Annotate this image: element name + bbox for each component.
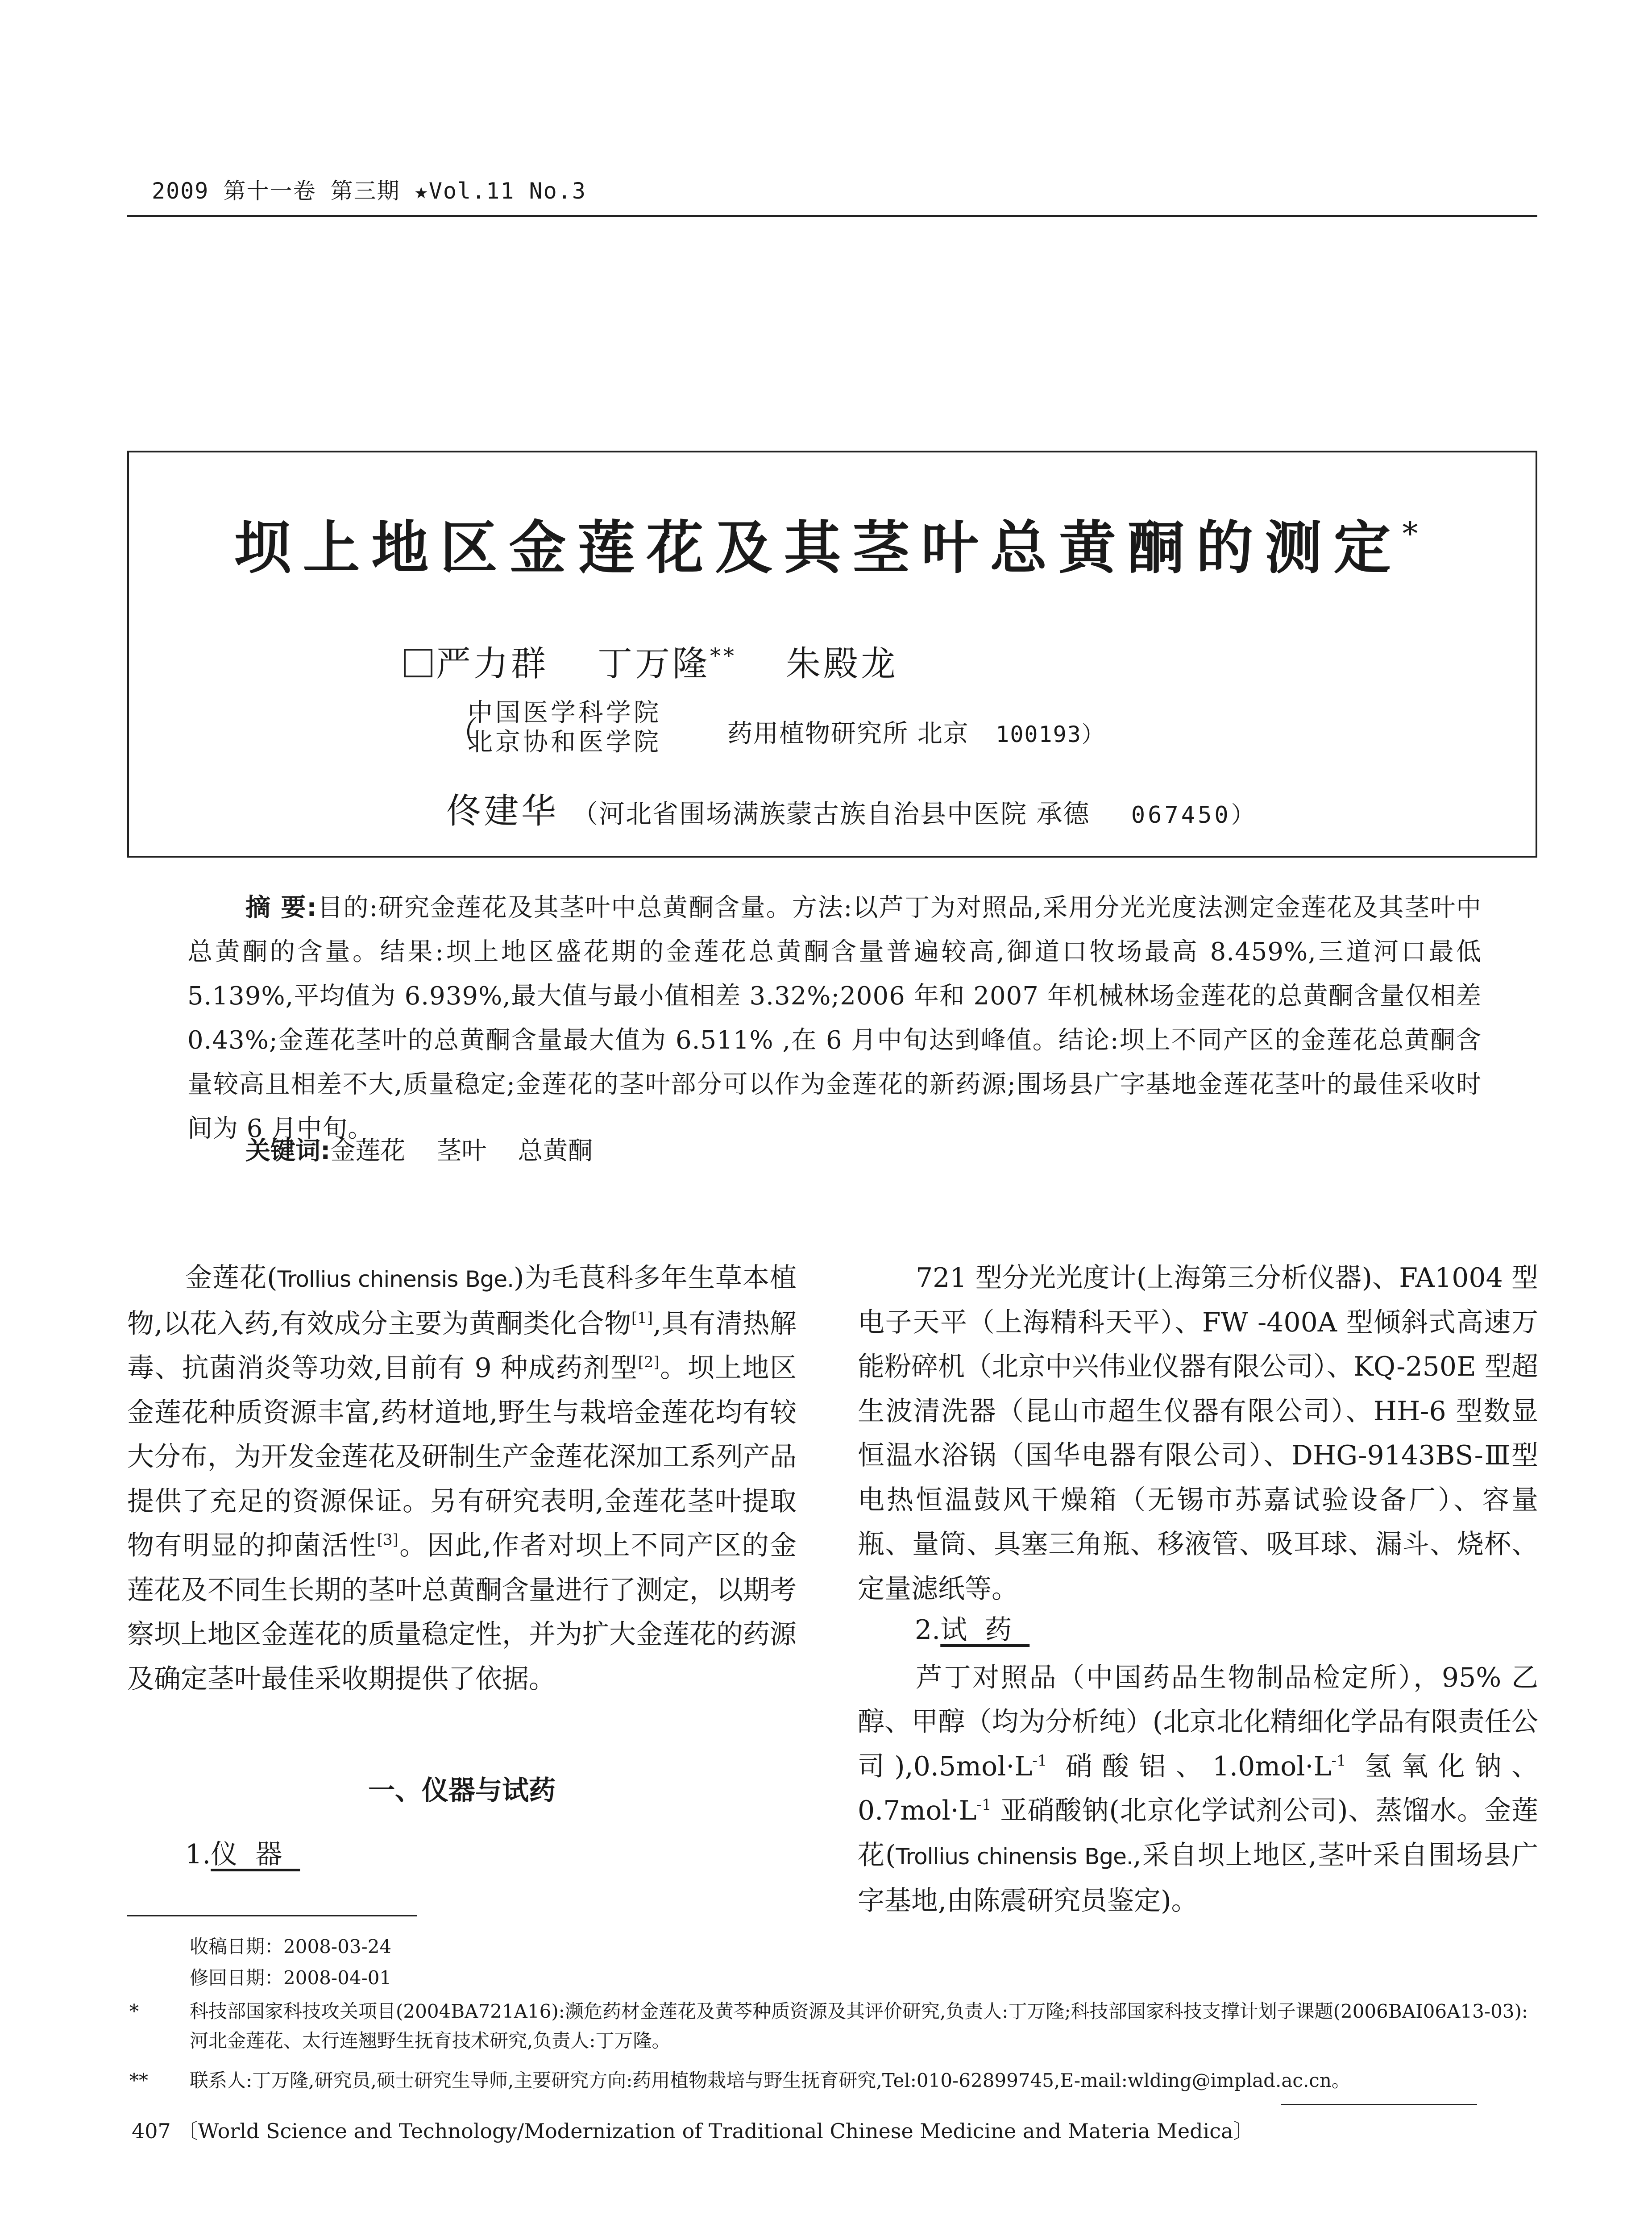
running-header: 2009 第十一卷 第三期 ★Vol.11 No.3 <box>152 178 586 204</box>
keyword: 茎叶 <box>436 1136 487 1165</box>
section-heading: 一、仪器与试药 <box>368 1775 556 1806</box>
footnote-mark: * <box>129 2000 139 2022</box>
footnote-mark: ** <box>129 2069 148 2091</box>
footnote-received: 收稿日期：2008-03-24 <box>190 1936 392 1957</box>
citation-ref: [3] <box>377 1531 398 1549</box>
instruments-paragraph: 721 型分光光度计(上海第三分析仪器)、FA1004 型电子天平（上海精科天平）、FW -400A 型倾斜式高速万能粉碎机（北京中兴伟业仪器有限公司）、KQ-250E 型超生波清洗器（昆山市超生仪器有限公司）、HH-6 型数显恒温水浴锅（国华电器有限公司）、DHG-9143BS-Ⅲ型电热恒温鼓风干燥箱（无锡市苏嘉试验设备厂）、容量瓶、量筒、具塞三角瓶、移液管、吸耳球、漏斗、烧杯、定量滤纸等。 <box>858 1262 1538 1605</box>
keywords <box>245 1131 624 1167</box>
author-4-line <box>446 783 1257 833</box>
header-rule <box>127 215 1537 217</box>
footnote-contact-text: 联系人:丁万隆,研究员,硕士研究生导师,主要研究方向:药用植物栽培与野生抚育研究,Tel:010-62899745,E-mail:wlding@implad.ac.cn。 <box>190 2069 1350 2091</box>
square-bullet-icon <box>404 649 432 677</box>
affiliation-2-postcode: 067450） <box>1131 802 1257 829</box>
abstract-label: 摘 要: <box>245 893 317 922</box>
footnote-end-rule <box>1281 2104 1477 2105</box>
affiliation-1-postcode: 100193） <box>996 722 1105 747</box>
paper-title <box>0 502 1652 584</box>
journal-footer: 407 〔World Science and Technology/Modernization of Traditional Chinese Medicine and Materia Medica〕 <box>132 2119 1254 2143</box>
keyword: 总黄酮 <box>518 1136 593 1165</box>
title-footnote-mark: * <box>1402 515 1418 552</box>
author-1: 严力群 <box>436 644 549 684</box>
latin-name: Trollius chinensis Bge. <box>277 1266 514 1292</box>
footnote-rule <box>127 1915 417 1916</box>
footnote-funding-text: 科技部国家科技攻关项目(2004BA721A16):濒危药材金莲花及黄芩种质资源及其评价研究,负责人:丁万隆;科技部国家科技支撑计划子课题(2006BAI06A13-03):河北金莲花、太行连翘野生抚育技术研究,负责人:丁万隆。 <box>190 2000 1528 2052</box>
abstract <box>187 886 1482 1151</box>
author-3: 朱殿龙 <box>786 644 899 684</box>
author-4: 佟建华 <box>446 791 559 831</box>
footnote-funding <box>129 1997 1535 2056</box>
affiliation-1-rest: 药用植物研究所 北京 <box>727 719 969 748</box>
keywords-label: 关键词: <box>245 1136 331 1165</box>
intro-paragraph: 金莲花(Trollius chinensis Bge.)为毛茛科多年生草本植物,以花入药,有效成分主要为黄酮类化合物[1],具有清热解毒、抗菌消炎等功效,目前有 9 种成药剂型[2]。坝上地区金莲花种质资源丰富,药材道地,野生与栽培金莲花均有较大分布，为开发金莲花及研制生产金莲花深加工系列产品提供了充足的资源保证。另有研究表明,金莲花茎叶提取物有明显的抑菌活性[3]。因此,作者对坝上不同产区的金莲花及不同生长期的茎叶总黄酮含量进行了测定，以期考察坝上地区金莲花的质量稳定性，并为扩大金莲花的药源及确定茎叶最佳采收期提供了依据。 <box>127 1262 797 1695</box>
keyword: 金莲花 <box>330 1136 406 1165</box>
footnote-revised: 修回日期：2008-04-01 <box>190 1967 392 1989</box>
abstract-text: 目的:研究金莲花及其茎叶中总黄酮含量。方法:以芦丁为对照品,采用分光光度法测定金莲花及其茎叶中总黄酮的含量。结果:坝上地区盛花期的金莲花总黄酮含量普遍较高,御道口牧场最高 8.459%,三道河口最低 5.139%,平均值为 6.939%,最大值与最小值相差 3.32%;2006 年和 2007 年机械林场金莲花的总黄酮含量仅相差 0.43%;金莲花茎叶的总黄酮含量最大值为 6.511% ,在 6 月中旬达到峰值。结论:坝上不同产区的金莲花总黄酮含量较高且相差不大,质量稳定;金莲花的茎叶部分可以作为金莲花的新药源;围场县广字基地金莲花茎叶的最佳采收时间为 6 月中旬。 <box>187 893 1482 1143</box>
affiliation-1-institution-b: 北京协和医学院 <box>468 728 661 757</box>
subheading-instruments: 1.仪器 <box>185 1839 300 1870</box>
reagents-paragraph: 芦丁对照品（中国药品生物制品检定所），95% 乙醇、甲醇（均为分析纯）(北京北化精细化学品有限责任公司)$,0.5mol\cdot L^{-1}$ 硝酸铝、$1.0mol\cdot L^{-1}$ 氢氧化钠、$0.7mol\cdot L^{-1}$ 亚硝酸钠(北京化学试剂公司)、蒸馏水。金莲花(Trollius chinensis Bge.,采自坝上地区,茎叶采自围场县广字基地,由陈震研究员鉴定)。 <box>858 1662 1539 1916</box>
latin-name: Trollius chinensis Bge. <box>896 1843 1133 1870</box>
citation-ref: [1] <box>631 1309 653 1327</box>
author-2: 丁万隆 <box>598 644 710 684</box>
citation-ref: [2] <box>638 1353 660 1371</box>
left-column <box>127 1256 797 1701</box>
affiliation-1-institution-a: 中国医学科学院 <box>468 698 661 727</box>
right-column <box>858 1256 1538 1924</box>
author-2-mark: ** <box>710 643 737 668</box>
subheading-reagents: 2.试药 <box>915 1614 1030 1646</box>
footnote-contact <box>129 2066 1350 2095</box>
affiliation-2: （河北省围场满族蒙古族自治县中医院 承德 <box>572 799 1090 829</box>
authors-line <box>404 636 898 686</box>
paper-title-text: 坝上地区金莲花及其茎叶总黄酮的测定 <box>234 514 1403 581</box>
